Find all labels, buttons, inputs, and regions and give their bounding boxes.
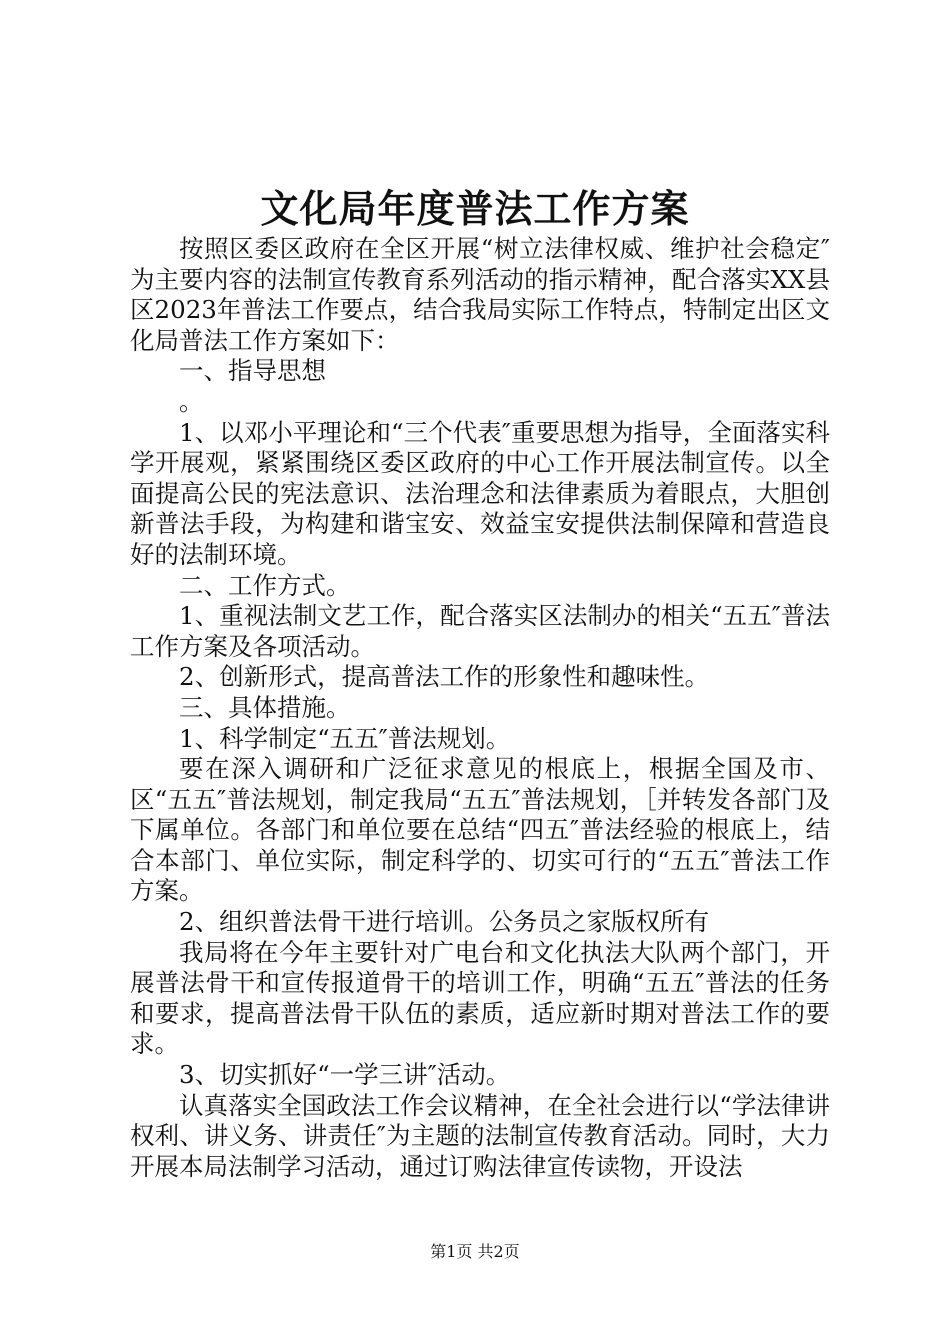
- measure-1-body: 要在深入调研和广泛征求意见的根底上，根据全国及市、区“五五″普法规划，制定我局“五五″普法规划，［并转发各部门及下属单位。各部门和单位要在总结“四五″普法经验的根底上，结合本部门、单位实际，制定科学的、切实可行的“五五″普法工作方案。: [130, 754, 830, 906]
- paragraph-period: 。: [179, 386, 204, 416]
- document-title: 文化局年度普法工作方案: [260, 186, 690, 231]
- measure-1-heading: 1、科学制定“五五″普法规划。: [179, 723, 511, 753]
- measure-2-body: 我局将在今年主要针对广电台和文化执法大队两个部门，开展普法骨干和宣传报道骨干的培训工作，明确“五五″普法的任务和要求，提高普法骨干队伍的素质，适应新时期对普法工作的要求。: [130, 937, 830, 1059]
- measure-3-heading: 3、切实抓好“一学三讲″活动。: [179, 1060, 511, 1090]
- heading-specific-measures: 三、具体措施。: [179, 692, 351, 722]
- document-body: [130, 234, 830, 1182]
- measure-2-heading: 2、组织普法骨干进行培训。公务员之家版权所有: [179, 907, 710, 937]
- paragraph-method-1: 1、重视法制文艺工作，配合落实区法制办的相关“五五″普法工作方案及各项活动。: [130, 601, 830, 661]
- paragraph-guiding-1: 1、以邓小平理论和“三个代表″重要思想为指导，全面落实科学开展观，紧紧围绕区委区政府的中心工作开展法制宣传。以全面提高公民的宪法意识、法治理念和法律素质为着眼点，大胆创新普法手段，为构建和谐宝安、效益宝安提供法制保障和营造良好的法制环境。: [130, 417, 830, 569]
- page-indicator: 第1页 共2页: [430, 1242, 520, 1261]
- paragraph-method-2: 2、创新形式，提高普法工作的形象性和趣味性。: [179, 662, 710, 692]
- heading-guiding-thought: 一、指导思想: [179, 356, 326, 386]
- measure-3-body: 认真落实全国政法工作会议精神，在全社会进行以“学法律讲权利、讲义务、讲责任″为主题的法制宣传教育活动。同时，大力开展本局法制学习活动，通过订购法律宣传读物，开设法: [130, 1090, 830, 1181]
- heading-work-methods: 二、工作方式。: [179, 570, 351, 600]
- paragraph-intro: 按照区委区政府在全区开展“树立法律权威、维护社会稳定″为主要内容的法制宣传教育系列活动的指示精神，配合落实XX县区2023年普法工作要点，结合我局实际工作特点，特制定出区文化局普法工作方案如下：: [130, 234, 830, 355]
